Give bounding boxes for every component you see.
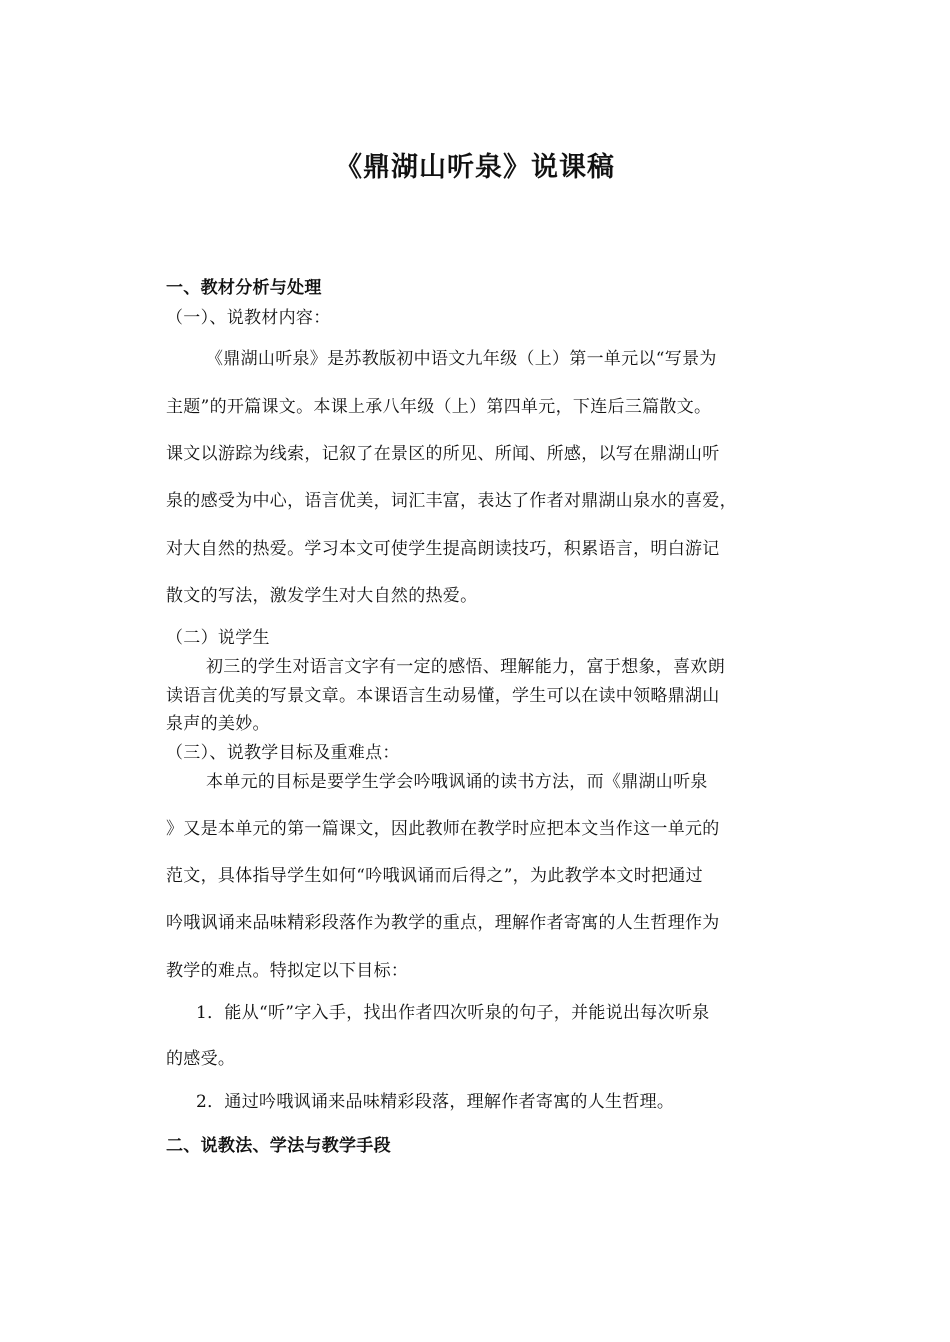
paragraph-line: 泉声的美妙。	[166, 714, 270, 734]
paragraph-line: 课文以游踪为线索，记叙了在景区的所见、所闻、所感，以写在鼎湖山听	[166, 444, 720, 464]
subsection-heading-1: （一）、说教材内容：	[166, 308, 331, 328]
paragraph-line: 范文，具体指导学生如何“吟哦讽诵而后得之”，为此教学本文时把通过	[166, 866, 703, 886]
paragraph-line: 读语言优美的写景文章。本课语言生动易懂，学生可以在读中领略鼎湖山	[166, 686, 720, 706]
subsection-heading-2: （二）说学生	[166, 628, 270, 648]
goal-item-1: 1．能从“听”字入手，找出作者四次听泉的句子，并能说出每次听泉	[196, 1003, 710, 1023]
paragraph-line: 泉的感受为中心，语言优美，词汇丰富，表达了作者对鼎湖山泉水的喜爱，	[166, 491, 737, 511]
section-heading-1: 一、教材分析与处理	[166, 278, 322, 298]
paragraph-line: 本单元的目标是要学生学会吟哦讽诵的读书方法，而《鼎湖山听泉	[206, 772, 708, 792]
paragraph-line: 初三的学生对语言文字有一定的感悟、理解能力，富于想象，喜欢朗	[206, 657, 725, 677]
paragraph-line: 教学的难点。特拟定以下目标：	[166, 961, 409, 981]
paragraph-line: 吟哦讽诵来品味精彩段落作为教学的重点，理解作者寄寓的人生哲理作为	[166, 913, 720, 933]
paragraph-line: 主题”的开篇课文。本课上承八年级（上）第四单元，下连后三篇散文。	[166, 397, 712, 417]
page-title: 《鼎湖山听泉》说课稿	[335, 152, 615, 183]
section-heading-2: 二、说教法、学法与教学手段	[166, 1136, 391, 1156]
paragraph-line: 《鼎湖山听泉》是苏教版初中语文九年级（上）第一单元以“写景为	[206, 349, 717, 369]
goal-item-2: 2．通过吟哦讽诵来品味精彩段落，理解作者寄寓的人生哲理。	[196, 1092, 675, 1112]
goal-item-1-continued: 的感受。	[166, 1049, 236, 1069]
paragraph-line: 》又是本单元的第一篇课文，因此教师在教学时应把本文当作这一单元的	[166, 819, 720, 839]
paragraph-line: 散文的写法，激发学生对大自然的热爱。	[166, 586, 478, 606]
subsection-heading-3: （三）、说教学目标及重难点：	[166, 743, 400, 763]
paragraph-line: 对大自然的热爱。学习本文可使学生提高朗读技巧，积累语言，明白游记	[166, 539, 720, 559]
